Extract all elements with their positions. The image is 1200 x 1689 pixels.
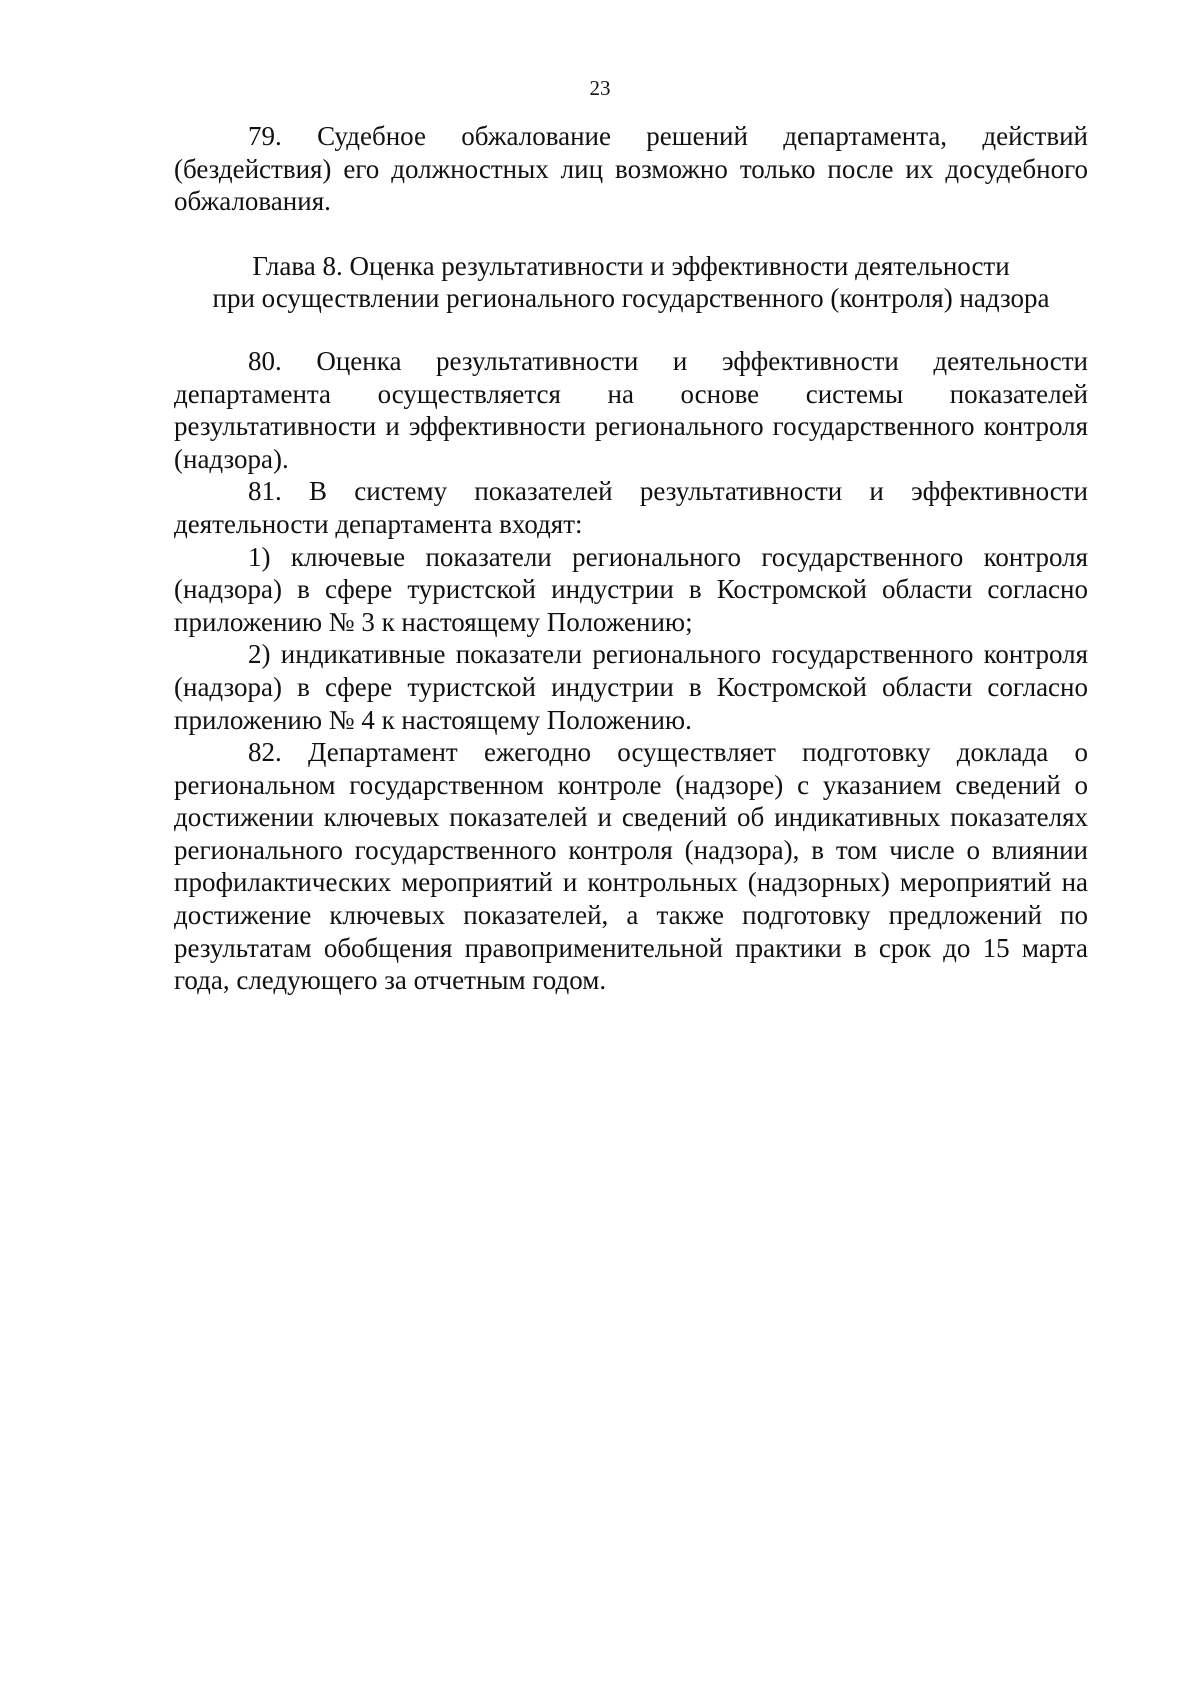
paragraph-81: 81. В систему показателей результативности и эффективности деятельности департамента входят:	[174, 476, 1088, 539]
paragraph-81-item-1: 1) ключевые показатели регионального государственного контроля (надзора) в сфере туристской индустрии в Костромской области согласно приложению № 3 к настоящему Положению;	[174, 541, 1088, 637]
chapter-heading-line-1: Глава 8. Оценка результативности и эффективности деятельности	[252, 250, 1010, 281]
paragraph-80: 80. Оценка результативности и эффективности деятельности департамента осуществляется на основе системы показателей результативности и эффективности регионального государственного контроля (надзора).	[174, 345, 1088, 474]
paragraph-81-item-2: 2) индикативные показатели регионального государственного контроля (надзора) в сфере туристской индустрии в Костромской области согласно приложению № 4 к настоящему Положению.	[174, 639, 1088, 735]
page-number: 23	[589, 76, 611, 100]
chapter-heading-line-2: при осуществлении регионального государственного (контроля) надзора	[212, 283, 1050, 314]
paragraph-79: 79. Судебное обжалование решений департамента, действий (бездействия) его должностных лиц возможно только после их досудебного обжалования.	[174, 121, 1088, 217]
chapter-heading	[174, 250, 1088, 315]
document-body	[174, 120, 1088, 997]
paragraph-82: 82. Департамент ежегодно осуществляет подготовку доклада о региональном государственном контроле (надзоре) с указанием сведений о достижении ключевых показателей и сведений об индикативных показателях регионального государственного контроля (надзора), в том числе о влиянии профилактических мероприятий и контрольных (надзорных) мероприятий на достижение ключевых показателей, а также подготовку предложений по результатам обобщения правоприменительной практики в срок до 15 марта года, следующего за отчетным годом.	[174, 737, 1088, 996]
